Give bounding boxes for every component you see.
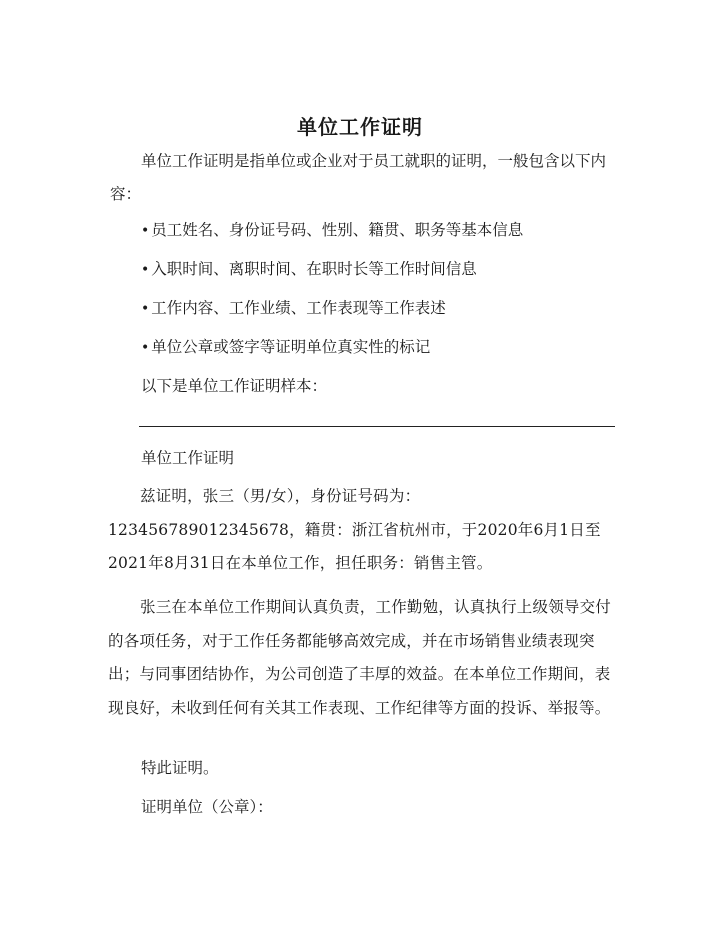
divider xyxy=(139,426,615,427)
sample-closing: 特此证明。 xyxy=(141,759,219,777)
list-item-text: 入职时间、离职时间、在职时长等工作时间信息 xyxy=(151,260,477,278)
sample-paragraph-1: 兹证明，张三（男/女），身份证号码为：123456789012345678，籍贯：浙江省杭州市，于2020年6月1日至2021年8月31日在本单位工作，担任职务：销售主管。 xyxy=(108,487,601,572)
bullet-icon: • xyxy=(141,340,150,356)
sample-heading: 单位工作证明 xyxy=(141,449,235,467)
bullet-icon: • xyxy=(141,223,150,239)
list-item xyxy=(141,258,477,281)
sample-paragraph-2: 张三在本单位工作期间认真负责，工作勤勉，认真执行上级领导交付的各项任务，对于工作任务都能够高效完成，并在市场销售业绩表现突出；与同事团结协作，为公司创造了丰厚的效益。在本单位工作期间，表现良好，未收到任何有关其工作表现、工作纪律等方面的投诉、举报等。 xyxy=(108,598,612,717)
list-item-text: 单位公章或签字等证明单位真实性的标记 xyxy=(151,338,431,356)
list-item xyxy=(141,336,430,359)
list-item xyxy=(141,219,523,242)
sample-intro: 以下是单位工作证明样本： xyxy=(141,377,328,395)
signature-line: 证明单位（公章）： xyxy=(141,798,273,816)
bullet-icon: • xyxy=(141,262,150,278)
page-title: 单位工作证明 xyxy=(297,115,423,139)
list-item-text: 工作内容、工作业绩、工作表现等工作表述 xyxy=(151,299,446,317)
list-item xyxy=(141,297,446,320)
list-item-text: 员工姓名、身份证号码、性别、籍贯、职务等基本信息 xyxy=(151,221,524,239)
intro-paragraph: 单位工作证明是指单位或企业对于员工就职的证明，一般包含以下内容： xyxy=(110,152,607,203)
bullet-icon: • xyxy=(141,301,150,317)
